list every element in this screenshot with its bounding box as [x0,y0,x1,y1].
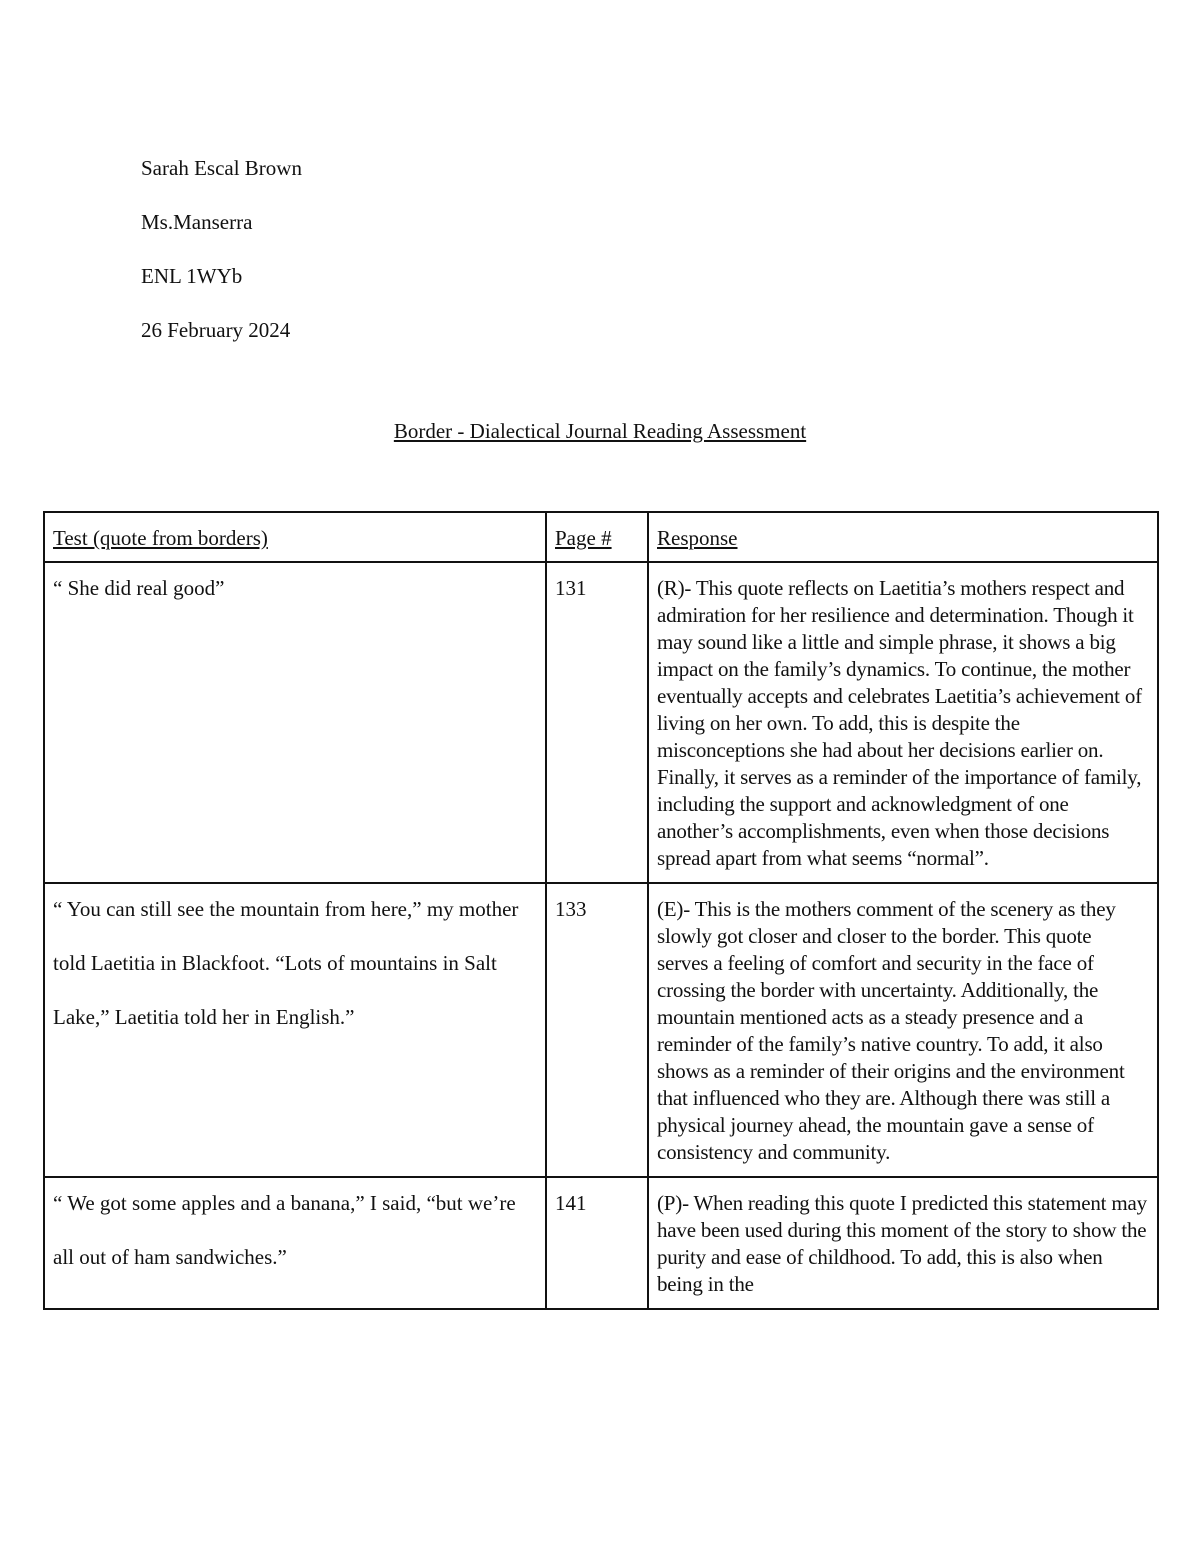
quote-text: “ She did real good” [53,576,225,600]
page-cell [546,883,648,1177]
quote-text: “ You can still see the mountain from here,” my mother told Laetitia in Blackfoot. “Lots of mountains in Salt Lake,” Laetitia told her in English.” [53,897,519,1029]
page-number: 141 [555,1191,587,1215]
quote-cell [44,562,546,883]
response-text: (P)- When reading this quote I predicted this statement may have been used during this moment of the story to show the purity and ease of childhood. To add, this is also when being in the [657,1191,1147,1296]
column-header-response: Response [648,512,1158,562]
quote-cell [44,883,546,1177]
page-number: 131 [555,576,587,600]
table-row [44,883,1158,1177]
table-header-row [44,512,1158,562]
response-cell [648,1177,1158,1309]
response-cell [648,562,1158,883]
assignment-date: 26 February 2024 [141,318,291,342]
mla-heading [141,141,302,357]
table-row [44,1177,1158,1309]
dialectical-journal-table [43,511,1159,1310]
student-name: Sarah Escal Brown [141,156,302,180]
response-cell [648,883,1158,1177]
document-title: Border - Dialectical Journal Reading Assessment [393,419,807,443]
teacher-name: Ms.Manserra [141,210,253,234]
response-text: (R)- This quote reflects on Laetitia’s mothers respect and admiration for her resilience and determination. Though it may sound like a little and simple phrase, it shows a big impact on the family’s dynamics. To continue, the mother eventually accepts and celebrates Laetitia’s achievement of living on her own. To add, this is despite the misconceptions she had about her decisions earlier on. Finally, it serves as a reminder of the importance of family, including the support and acknowledgment of one another’s accomplishments, even when those decisions spread apart from what seems “normal”. [657,576,1142,870]
page-number: 133 [555,897,587,921]
course-code: ENL 1WYb [141,264,243,288]
column-header-quote: Test (quote from borders) [44,512,546,562]
quote-cell [44,1177,546,1309]
column-header-page: Page # [546,512,648,562]
page-cell [546,1177,648,1309]
table-row [44,562,1158,883]
quote-text: “ We got some apples and a banana,” I said, “but we’re all out of ham sandwiches.” [53,1191,516,1269]
response-text: (E)- This is the mothers comment of the scenery as they slowly got closer and closer to the border. This quote serves a feeling of comfort and security in the face of crossing the border with uncertainty. Additionally, the mountain mentioned acts as a steady presence and a reminder of the family’s native country. To add, it also shows as a reminder of their origins and the environment that influenced who they are. Although there was still a physical journey ahead, the mountain gave a sense of consistency and community. [657,897,1125,1164]
page-cell [546,562,648,883]
